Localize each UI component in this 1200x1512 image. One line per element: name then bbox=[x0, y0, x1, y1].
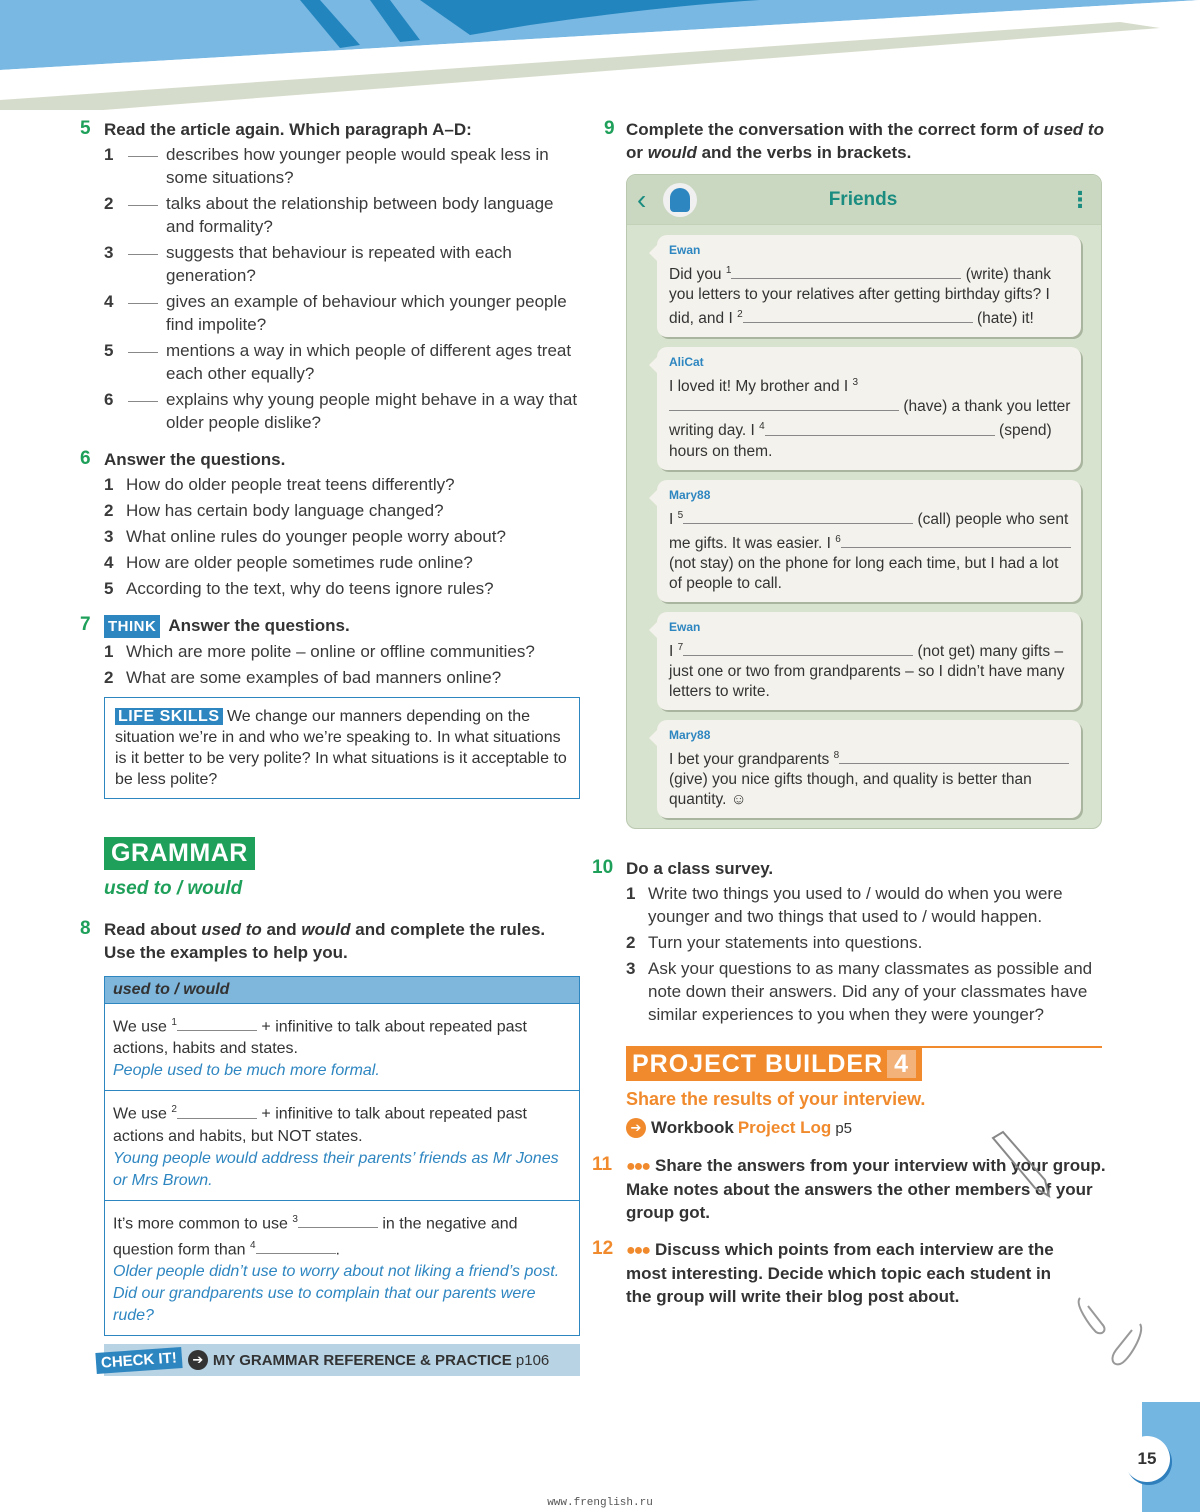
message-text-part: Did you bbox=[669, 266, 726, 284]
rule-3 bbox=[105, 1201, 579, 1336]
item-number: 1 bbox=[626, 884, 636, 904]
answer-gap[interactable] bbox=[839, 752, 1069, 764]
title-part: or bbox=[626, 143, 648, 162]
gap-number: 8 bbox=[833, 750, 840, 762]
rules-table-header: used to / would bbox=[105, 977, 579, 1004]
exercise-number: 7 bbox=[80, 614, 91, 635]
gap-number: 4 bbox=[759, 421, 765, 433]
more-vertical-icon[interactable]: ⋮ bbox=[1069, 186, 1091, 212]
exercise-10 bbox=[592, 857, 1107, 1026]
item-text: Turn your statements into questions. bbox=[648, 933, 923, 953]
exercise-6-items bbox=[104, 473, 580, 600]
title-part: Complete the conversation with the correct form of bbox=[626, 120, 1044, 139]
project-log-label: Project Log bbox=[737, 1118, 832, 1138]
gap-number: 1 bbox=[171, 1017, 177, 1028]
gap-number: 2 bbox=[171, 1104, 177, 1116]
exercise-title-text: Answer the questions. bbox=[168, 616, 350, 635]
workbook-page: p5 bbox=[835, 1119, 853, 1137]
chevron-left-icon[interactable]: ‹ bbox=[637, 183, 647, 215]
title-italic: used to bbox=[201, 920, 262, 939]
life-skills-box bbox=[104, 697, 580, 799]
exercise-number: 10 bbox=[592, 857, 614, 879]
project-builder-header bbox=[626, 1046, 1102, 1081]
item-number: 3 bbox=[626, 959, 636, 979]
project-builder-number: 4 bbox=[887, 1050, 916, 1078]
item-text: How has certain body language changed? bbox=[126, 501, 444, 520]
exercise-5 bbox=[80, 118, 580, 434]
item-text: mentions a way in which people of different ages treat each other equally? bbox=[166, 341, 572, 383]
project-builder-label: PROJECT BUILDER bbox=[632, 1050, 884, 1079]
exercise-8 bbox=[80, 918, 580, 1376]
list-item bbox=[104, 577, 580, 600]
item-text: How are older people sometimes rude online? bbox=[126, 553, 473, 572]
top-banner-decoration bbox=[0, 0, 1200, 110]
chat-header bbox=[627, 175, 1101, 225]
exercise-12-text: Discuss which points from each interview are the most interesting. Decide which topic each student in the group will write their blog post about. bbox=[626, 1240, 1054, 1307]
exercise-number: 8 bbox=[80, 918, 91, 939]
rule-text: in the negative and question form than bbox=[113, 1214, 518, 1259]
item-text: Which are more polite – online or offline communities? bbox=[126, 642, 535, 661]
gap-number: 3 bbox=[292, 1213, 298, 1225]
item-number: 6 bbox=[104, 390, 114, 409]
page-number: 15 bbox=[1124, 1436, 1170, 1482]
message-author: Mary88 bbox=[669, 728, 711, 743]
exercise-title bbox=[104, 918, 580, 964]
group-work-icon: ●●● bbox=[626, 1158, 649, 1176]
life-skills-badge: LIFE SKILLS bbox=[115, 708, 223, 725]
message-text-part: I bbox=[669, 643, 678, 661]
list-item bbox=[104, 290, 580, 336]
item-text: explains why young people might behave in a way that older people dislike? bbox=[166, 390, 578, 432]
exercise-title bbox=[626, 118, 1107, 164]
check-it-badge: CHECK IT! bbox=[95, 1347, 182, 1374]
message-text-part: (not get) many gifts – just one or two from grandparents – so I didn’t have many letters to write. bbox=[669, 643, 1065, 701]
item-number: 2 bbox=[626, 933, 636, 953]
grammar-rules-table bbox=[104, 976, 580, 1336]
message-author: Ewan bbox=[669, 619, 701, 634]
answer-gap[interactable] bbox=[841, 536, 1071, 548]
exercise-title: Read the article again. Which paragraph A–D: bbox=[104, 120, 472, 139]
left-column bbox=[80, 118, 580, 1390]
list-item bbox=[104, 499, 580, 522]
grammar-heading: GRAMMAR bbox=[104, 837, 255, 870]
item-number: 2 bbox=[104, 668, 114, 687]
answer-gap[interactable] bbox=[683, 512, 913, 524]
item-number: 1 bbox=[104, 475, 114, 494]
item-number: 2 bbox=[104, 194, 114, 213]
rule-example: People used to be much more formal. bbox=[113, 1062, 380, 1080]
item-text: suggests that behaviour is repeated with each generation? bbox=[166, 243, 512, 285]
message-text bbox=[669, 746, 1071, 810]
answer-gap[interactable] bbox=[743, 311, 973, 323]
arrow-right-icon: ➔ bbox=[626, 1118, 646, 1138]
item-number: 5 bbox=[104, 341, 114, 360]
check-it-page: p106 bbox=[515, 1351, 550, 1369]
title-part: and the verbs in brackets. bbox=[696, 143, 912, 162]
rule-text: We use bbox=[113, 1018, 167, 1036]
title-part: and bbox=[261, 920, 302, 939]
exercise-7 bbox=[80, 614, 580, 799]
answer-gap[interactable] bbox=[683, 644, 913, 656]
answer-blank[interactable] bbox=[128, 290, 158, 304]
message-text-part: (not stay) on the phone for long each time, but I had a lot of people to call. bbox=[669, 554, 1059, 592]
workbook-label: Workbook bbox=[651, 1118, 734, 1138]
chat-message bbox=[657, 612, 1081, 710]
exercise-title: Do a class survey. bbox=[626, 859, 774, 879]
message-text-part: (give) you nice gifts though, and quality is better than quantity. ☺ bbox=[669, 771, 1032, 809]
title-italic: would bbox=[301, 920, 351, 939]
rule-text: + infinitive to talk about repeated past actions, habits and states. bbox=[113, 1018, 527, 1058]
message-text-part: (write) thank you letters to your relatives after getting birthday gifts? I did, and I bbox=[669, 266, 1052, 328]
message-text-part: (spend) hours on them. bbox=[669, 422, 1052, 460]
project-builder-badge bbox=[626, 1048, 922, 1081]
answer-gap[interactable] bbox=[731, 267, 961, 279]
gap-number: 3 bbox=[852, 377, 859, 389]
project-builder-subtitle: Share the results of your interview. bbox=[626, 1089, 926, 1110]
rule-text: . bbox=[335, 1241, 340, 1259]
message-text bbox=[669, 638, 1071, 702]
chat-message bbox=[657, 720, 1081, 818]
answer-gap-2[interactable] bbox=[177, 1105, 257, 1119]
rule-2 bbox=[105, 1091, 579, 1200]
item-number: 4 bbox=[104, 292, 114, 311]
title-part: and complete the rules. Use the examples to help you. bbox=[104, 920, 546, 962]
exercise-9 bbox=[592, 118, 1107, 164]
think-badge: THINK bbox=[104, 615, 160, 638]
exercise-11-text: Share the answers from your interview with your group. Make notes about the answers the other members of your group got. bbox=[626, 1156, 1106, 1223]
chat-message bbox=[657, 235, 1081, 337]
item-text: What online rules do younger people worry about? bbox=[126, 527, 506, 546]
exercise-6 bbox=[80, 448, 580, 600]
exercise-text bbox=[626, 1238, 1076, 1308]
message-text-part: I bet your grandparents bbox=[669, 751, 834, 769]
chat-title: Friends bbox=[828, 188, 898, 210]
answer-gap-4[interactable] bbox=[256, 1240, 336, 1254]
answer-blank[interactable] bbox=[128, 241, 158, 255]
title-part: Read about bbox=[104, 920, 202, 939]
message-text-part: I bbox=[669, 510, 678, 528]
chat-message bbox=[657, 347, 1081, 469]
item-text: talks about the relationship between body language and formality? bbox=[166, 194, 554, 236]
item-number: 3 bbox=[104, 243, 114, 262]
gap-number: 7 bbox=[677, 641, 684, 653]
message-author: Ewan bbox=[669, 243, 701, 257]
exercise-number: 11 bbox=[592, 1154, 613, 1176]
exercise-7-items bbox=[104, 640, 580, 689]
exercise-title bbox=[104, 614, 580, 638]
exercise-10-items bbox=[626, 882, 1107, 1026]
gap-number: 4 bbox=[249, 1239, 256, 1251]
message-text bbox=[669, 373, 1071, 461]
gap-number: 6 bbox=[835, 533, 841, 545]
item-number: 2 bbox=[104, 501, 114, 520]
rule-example: Young people would address their parents’ friends as Mr Jones or Mrs Brown. bbox=[113, 1149, 559, 1189]
item-text: According to the text, why do teens ignore rules? bbox=[126, 579, 494, 598]
exercise-number: 12 bbox=[592, 1238, 614, 1260]
message-text-part: (call) people who sent me gifts. It was easier. I bbox=[669, 510, 1069, 552]
answer-gap-3[interactable] bbox=[298, 1214, 378, 1228]
rule-1 bbox=[105, 1004, 579, 1091]
message-text bbox=[669, 506, 1071, 594]
grammar-subtitle: used to / would bbox=[104, 878, 243, 899]
answer-blank[interactable] bbox=[128, 388, 158, 402]
list-item bbox=[104, 525, 580, 548]
answer-gap[interactable] bbox=[669, 399, 899, 411]
list-item bbox=[104, 551, 580, 574]
rule-text: It’s more common to use bbox=[113, 1214, 288, 1232]
title-italic: would bbox=[647, 143, 697, 162]
rule-text: We use bbox=[113, 1105, 167, 1123]
gap-number: 2 bbox=[737, 309, 743, 321]
list-item bbox=[104, 666, 580, 689]
answer-blank[interactable] bbox=[128, 143, 158, 157]
footer-url: www.frenglish.ru bbox=[547, 1497, 653, 1509]
rule-example: Did our grandparents use to complain that our parents were rude? bbox=[113, 1285, 536, 1325]
exercise-title: Answer the questions. bbox=[104, 450, 286, 469]
rule-text: + infinitive to talk about repeated past actions and habits, but NOT states. bbox=[113, 1105, 527, 1145]
exercise-12 bbox=[592, 1238, 1107, 1308]
rule-example: Older people didn’t use to worry about not liking a friend’s post. bbox=[113, 1263, 560, 1281]
arrow-right-icon: ➔ bbox=[188, 1350, 208, 1370]
message-author: AliCat bbox=[669, 355, 704, 370]
pencil-icon bbox=[985, 1130, 1055, 1200]
gap-number: 5 bbox=[677, 509, 684, 521]
message-text-part: I loved it! My brother and I bbox=[669, 378, 853, 396]
chat-window bbox=[626, 174, 1102, 829]
chat-message bbox=[657, 480, 1081, 602]
list-item bbox=[104, 388, 580, 434]
chat-messages bbox=[627, 235, 1101, 818]
gap-number: 1 bbox=[725, 265, 732, 276]
item-number: 4 bbox=[104, 553, 114, 572]
list-item bbox=[626, 882, 1107, 928]
check-it-text: MY GRAMMAR REFERENCE & PRACTICE bbox=[212, 1351, 512, 1369]
exercise-number: 5 bbox=[80, 118, 91, 139]
answer-blank[interactable] bbox=[128, 192, 158, 206]
life-skills-text: We change our manners depending on the situation we’re in and who we’re speaking to. In what situations is it better to be very polite? In what situations is it acceptable to be less polite? bbox=[115, 708, 567, 788]
exercise-number: 9 bbox=[604, 118, 615, 139]
item-text: What are some examples of bad manners online? bbox=[126, 668, 502, 687]
item-number: 1 bbox=[104, 145, 114, 164]
item-number: 1 bbox=[104, 642, 114, 661]
avatar bbox=[663, 183, 697, 217]
item-number: 3 bbox=[104, 527, 114, 546]
exercise-5-items bbox=[104, 143, 580, 434]
group-work-icon: ●●● bbox=[626, 1242, 649, 1260]
item-text: How do older people treat teens differently? bbox=[126, 475, 455, 494]
item-text: Ask your questions to as many classmates as possible and note down their answers. Did any of your classmates have similar experiences to you when they were younger? bbox=[648, 959, 1093, 1025]
check-it-bar[interactable] bbox=[100, 1344, 580, 1376]
item-text: gives an example of behaviour which younger people find impolite? bbox=[166, 292, 567, 334]
list-item bbox=[104, 473, 580, 496]
list-item bbox=[104, 241, 580, 287]
message-text bbox=[669, 261, 1071, 329]
item-number: 5 bbox=[104, 579, 114, 598]
message-text-part: (have) a thank you letter writing day. I bbox=[669, 398, 1071, 440]
list-item bbox=[104, 143, 580, 189]
list-item bbox=[626, 957, 1107, 1026]
answer-gap-1[interactable] bbox=[177, 1017, 257, 1031]
message-author: Mary88 bbox=[669, 487, 711, 502]
item-text: describes how younger people would speak less in some situations? bbox=[166, 145, 549, 187]
paperclip-icon bbox=[1070, 1290, 1150, 1370]
item-text: Write two things you used to / would do when you were younger and two things that used to / would happen. bbox=[648, 884, 1063, 927]
message-text-part: (hate) it! bbox=[976, 310, 1034, 328]
answer-blank[interactable] bbox=[128, 339, 158, 353]
title-italic: used to bbox=[1043, 120, 1104, 139]
answer-gap[interactable] bbox=[765, 424, 995, 436]
list-item bbox=[104, 640, 580, 663]
list-item bbox=[626, 931, 1107, 954]
exercise-number: 6 bbox=[80, 448, 91, 469]
list-item bbox=[104, 192, 580, 238]
list-item bbox=[104, 339, 580, 385]
